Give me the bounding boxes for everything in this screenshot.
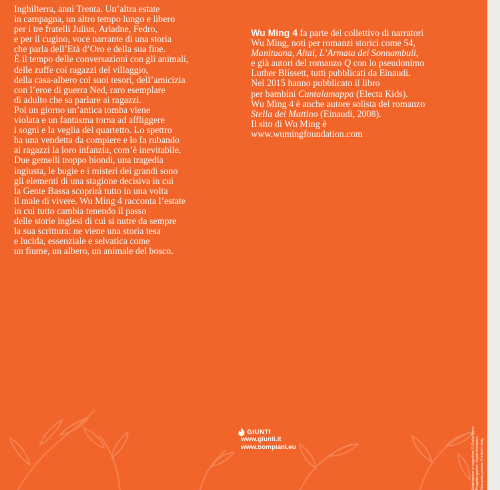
leaf-shape: [446, 432, 474, 446]
leaf-shape: [60, 418, 88, 435]
synopsis-line: ingiusta, le bugie e i misteri dei grandi sono: [14, 166, 178, 177]
leaf-shape: [412, 436, 432, 462]
synopsis-line: la Gente Bassa scoprirà tutto in una volta: [14, 186, 168, 197]
leaf-shape: [420, 432, 470, 490]
synopsis-line: per i tre fratelli Julius, Ariadne, Fedro,: [14, 25, 158, 36]
synopsis-line: gli elementi di una stagione decisiva in cui: [14, 176, 174, 187]
synopsis-line: della casa-albero coi suoi tesori, dell’amicizia: [14, 75, 186, 86]
publisher-url-giunti: www.giunti.it: [241, 436, 282, 443]
synopsis-line: con l’eroe di guerra Ned, raro esemplare: [14, 85, 166, 96]
leaf-shape: [330, 444, 358, 456]
synopsis-text: [14, 5, 244, 257]
synopsis-line: la sua scrittura: ne viene una storia tesa: [14, 227, 161, 238]
leaf-shape: [458, 454, 470, 480]
foliage-decoration: [0, 340, 487, 490]
synopsis-line: i sogni e la veglia del quartetto. Lo spettro: [14, 126, 173, 137]
synopsis-line: un fiume, un albero, un animale del bosco.: [14, 247, 174, 258]
synopsis-line: in campagna, un altro tempo lungo e libero: [14, 15, 175, 26]
leaf-shape: [300, 444, 352, 490]
synopsis-line: e per il cugino, voce narrante di una storia: [14, 35, 172, 46]
synopsis-line: ai ragazzi la loro infanzia, com’è inevitabile.: [14, 146, 182, 157]
synopsis-line: violata e un fantasma torna ad affliggere: [14, 116, 165, 127]
author-website: www.wumingfoundation.com: [251, 129, 363, 140]
publisher-logo: GIUNTI: [238, 428, 296, 436]
cover-credits: Illustrazione in copertina: © Giulia Rossi Progetto grafico: Studio Bompiani Stampato presso: Printed in Italy: [471, 426, 484, 490]
leaf-shape: [84, 428, 104, 448]
leaf-shape: [300, 444, 316, 468]
synopsis-line: delle zuffe coi ragazzi del villaggio,: [14, 65, 149, 76]
leaf-shape: [112, 432, 128, 458]
synopsis-line: e lucida, essenziale e selvatica come: [14, 237, 150, 248]
leaf-shape: [100, 436, 120, 490]
author-bio-text: Wu Ming 4 fa parte del collettivo di narratori Wu Ming, noti per romanzi storici come 54, Manituana, Altai, L’Armata dei Sonnambuli, e già autori del romanzo Q con lo pseudonimo Luther Blissett, tutti pubblicati da Einaudi. Nel 2015 hanno pubblicato il libro per bambini Cantalamappa (Electa Kids). Wu Ming 4 è anche autore solista del romanzo Stella del Mattino (Einaudi, 2008). Il sito di Wu Ming è www.wumingfoundation.com: [251, 28, 486, 140]
publisher-url-bompiani: www.bompiani.eu: [241, 444, 297, 451]
giunti-flame-icon: [238, 428, 245, 436]
author-name: Wu Ming 4: [251, 28, 298, 38]
leaf-shape: [18, 410, 95, 490]
leaf-shape: [10, 438, 30, 465]
synopsis-line: Due gemelli troppo biondi, una tragedia: [14, 156, 164, 167]
synopsis-line: È il tempo delle conversazioni con gli animali,: [14, 55, 189, 66]
synopsis-line: Inghilterra, anni Trenta. Un’altra estate: [14, 5, 160, 15]
synopsis-line: ha una vendetta da compiere e lo fa rubando: [14, 136, 180, 147]
synopsis-line: in cui tutto cambia tenendo il passo: [14, 206, 147, 217]
publisher-block: [238, 428, 296, 452]
synopsis-line: delle storie inglesi di cui si nutre da sempre: [14, 216, 177, 227]
page-edge: [487, 0, 500, 490]
leaf-shape: [200, 450, 226, 490]
leaf-shape: [40, 420, 62, 445]
synopsis-line: Poi un giorno un’antica tomba viene: [14, 105, 151, 116]
leaf-shape: [212, 452, 234, 466]
synopsis-line: di adulto che sa parlare ai ragazzi.: [14, 95, 142, 106]
synopsis-line: che parla dell’Età d’Oro e della sua fine.: [14, 45, 166, 56]
synopsis-line: il male di vivere. Wu Ming 4 racconta l’estate: [14, 196, 186, 207]
